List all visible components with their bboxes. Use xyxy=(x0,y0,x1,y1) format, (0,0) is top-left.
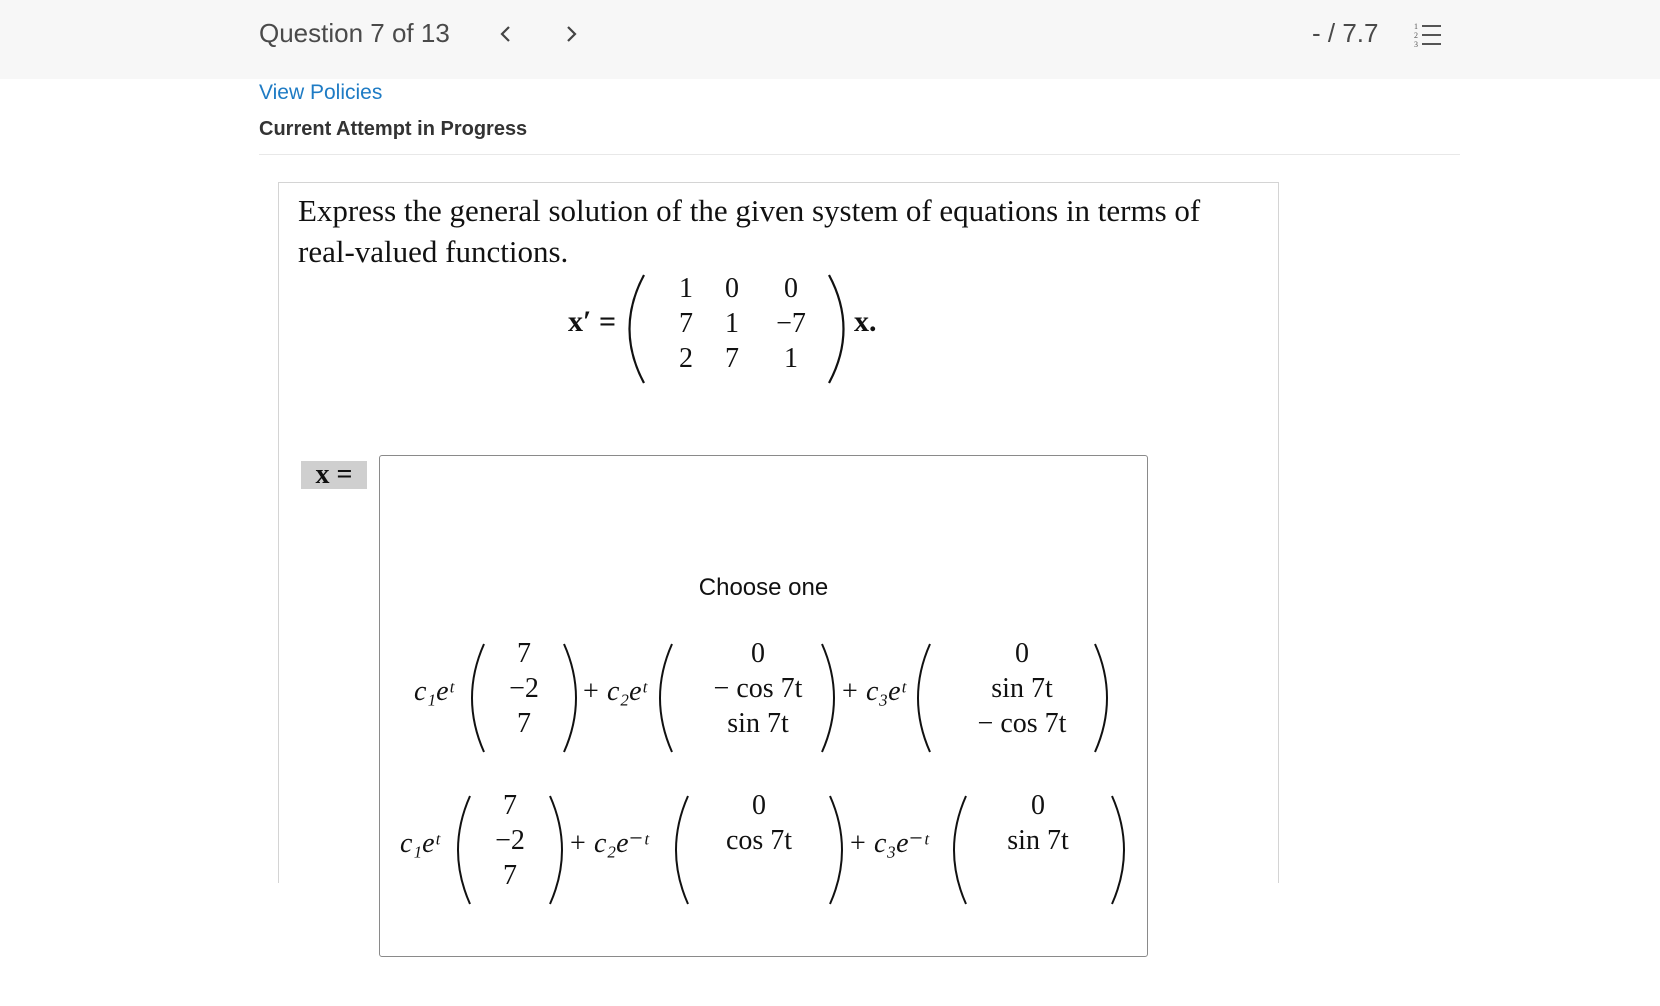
option-1-v2-right-paren xyxy=(822,644,834,752)
question-counter: Question 7 of 13 xyxy=(259,18,450,48)
option-2-v1-r0: 7 xyxy=(503,790,517,821)
matrix-cell-0-0: 1 xyxy=(679,273,693,304)
option-1-v1-r0: 7 xyxy=(517,638,531,669)
question-prompt: Express the general solution of the given system of equations in terms of real-valued functions. xyxy=(298,193,1201,269)
choose-one-placeholder: Choose one xyxy=(698,574,829,601)
question-list-button[interactable] xyxy=(1413,20,1443,50)
option-2-v1-r2: 7 xyxy=(503,860,517,891)
option-1-plus-2: + xyxy=(842,676,858,707)
attempt-info xyxy=(259,79,1460,155)
matrix-cell-1-1: 1 xyxy=(725,308,739,339)
chevron-right-icon xyxy=(563,23,579,45)
matrix-cell-2-1: 7 xyxy=(725,343,739,374)
option-2-v3-left-paren xyxy=(954,796,966,904)
option-2-v2-r0: 0 xyxy=(752,790,766,821)
option-2-c1: c₁eᵗ xyxy=(400,828,440,859)
option-2-plus-1: + xyxy=(570,828,586,859)
option-1-c2: c₂eᵗ xyxy=(607,676,647,707)
option-2-v1-r1: −2 xyxy=(495,825,525,856)
option-2-v2-right-paren xyxy=(830,796,842,904)
answer-option-1[interactable] xyxy=(414,638,1107,752)
answer-label: x = xyxy=(301,461,367,489)
option-1-v2-r0: 0 xyxy=(751,638,765,669)
numbered-list-icon xyxy=(1413,20,1443,50)
view-policies-link[interactable]: View Policies xyxy=(259,81,383,104)
previous-question-button[interactable] xyxy=(491,16,521,52)
option-1-v3-left-paren xyxy=(918,644,930,752)
option-1-v3-r0: 0 xyxy=(1015,638,1029,669)
option-1-v2-r2: sin 7t xyxy=(727,708,789,739)
equation-lhs: x′ = xyxy=(568,305,617,338)
option-1-v2-left-paren xyxy=(660,644,672,752)
option-1-v1-r2: 7 xyxy=(517,708,531,739)
option-2-v3-r1: sin 7t xyxy=(1007,825,1069,856)
option-2-v3-right-paren xyxy=(1112,796,1124,904)
matrix-left-paren xyxy=(630,275,645,383)
option-2-v3-r0: 0 xyxy=(1031,790,1045,821)
answer-options xyxy=(380,606,1147,1006)
option-1-c3: c₃eᵗ xyxy=(866,676,906,707)
chevron-left-icon xyxy=(498,23,514,45)
option-2-v2-left-paren xyxy=(676,796,688,904)
score-display: - / 7.7 xyxy=(1312,18,1379,48)
equation-rhs: x. xyxy=(854,305,877,338)
answer-option-2[interactable] xyxy=(400,790,1124,904)
matrix-cell-0-1: 0 xyxy=(725,273,739,304)
option-1-plus-1: + xyxy=(583,676,599,707)
matrix-cell-1-0: 7 xyxy=(679,308,693,339)
answer-dropdown[interactable] xyxy=(379,455,1148,957)
option-2-v1-right-paren xyxy=(550,796,562,904)
option-1-v2-r1: − cos 7t xyxy=(713,673,803,704)
option-1-v1-left-paren xyxy=(472,644,484,752)
option-2-c3: c₃e⁻ᵗ xyxy=(874,828,929,859)
matrix-cell-1-2: −7 xyxy=(776,308,806,339)
question-header xyxy=(0,0,1660,79)
option-2-v1-left-paren xyxy=(458,796,470,904)
option-2-plus-2: + xyxy=(850,828,866,859)
option-1-v3-r1: sin 7t xyxy=(991,673,1053,704)
matrix-cell-2-2: 1 xyxy=(784,343,798,374)
matrix-right-paren xyxy=(829,275,844,383)
next-question-button[interactable] xyxy=(556,16,586,52)
option-2-v2-r1: cos 7t xyxy=(725,825,793,856)
question-panel xyxy=(278,182,1279,891)
attempt-status: Current Attempt in Progress xyxy=(259,118,528,140)
option-1-v3-r2: − cos 7t xyxy=(977,708,1067,739)
matrix-cell-2-0: 2 xyxy=(679,343,693,374)
svg-text:3: 3 xyxy=(1414,40,1418,49)
svg-text:2: 2 xyxy=(1414,31,1418,40)
matrix-cell-0-2: 0 xyxy=(784,273,798,304)
svg-text:1: 1 xyxy=(1414,22,1418,31)
option-2-c2: c₂e⁻ᵗ xyxy=(594,828,649,859)
option-1-v1-r1: −2 xyxy=(509,673,539,704)
option-1-v3-right-paren xyxy=(1095,644,1107,752)
option-1-c1: c₁eᵗ xyxy=(414,676,454,707)
option-1-v1-right-paren xyxy=(564,644,576,752)
